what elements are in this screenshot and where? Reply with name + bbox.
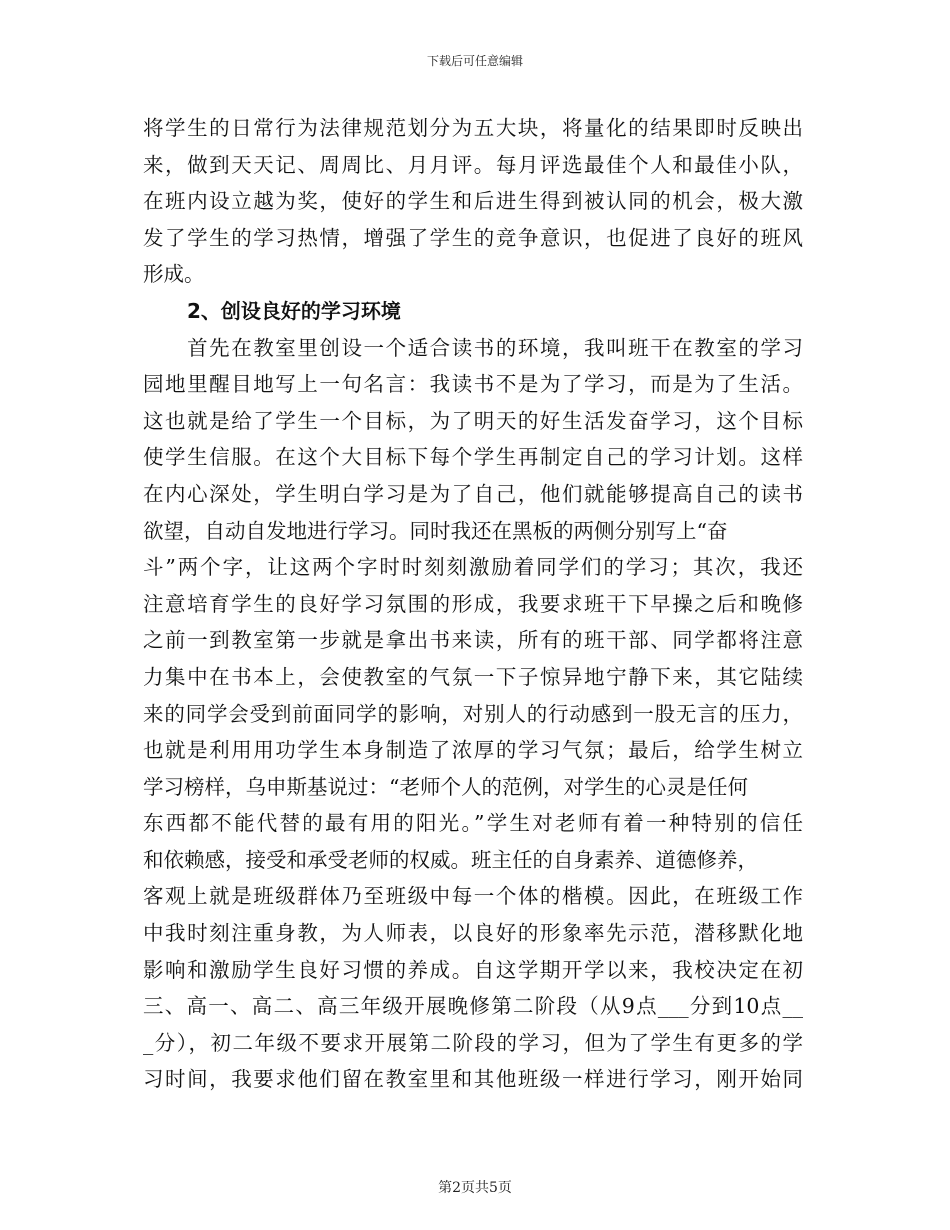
paragraph-line: 首先在教室里创设一个适合读书的环境，我叫班干在教室的学习: [143, 335, 803, 360]
body-text: [143, 110, 803, 1098]
paragraph-line: 来，做到天天记、周周比、月月评。每月评选最佳个人和最佳小队，: [143, 152, 803, 177]
paragraph-line: 园地里醒目地写上一句名言：我读书不是为了学习，而是为了生活。: [143, 372, 803, 397]
paragraph-line: 注意培育学生的良好学习氛围的形成，我要求班干下早操之后和晚修: [143, 591, 803, 616]
paragraph-line: 斗”两个字，让这两个字时时刻刻激励着同学们的学习；其次，我还: [143, 555, 803, 580]
paragraph-line: 形成。: [143, 262, 205, 287]
page-footer: 第2页共5页: [438, 1180, 512, 1196]
paragraph-line: 也就是利用用功学生本身制造了浓厚的学习气氛；最后，给学生树立: [143, 738, 803, 763]
paragraph-line: _分），初二年级不要求开展第二阶段的学习，但为了学生有更多的学: [143, 1030, 803, 1055]
paragraph-line: 之前一到教室第一步就是拿出书来读，所有的班干部、同学都将注意: [143, 628, 803, 653]
paragraph-line: 将学生的日常行为法律规范划分为五大块，将量化的结果即时反映出: [143, 116, 803, 140]
paragraph-line: 使学生信服。在这个大目标下每个学生再制定自己的学习计划。这样: [143, 445, 803, 470]
paragraph-line: 欲望，自动自发地进行学习。同时我还在黑板的两侧分别写上“奋: [143, 518, 728, 543]
paragraph-line: 和依赖感，接受和承受老师的权威。班主任的自身素养、道德修养，: [143, 847, 758, 872]
paragraph-line: 学习榜样，乌申斯基说过：“老师个人的范例，对学生的心灵是任何: [143, 774, 748, 799]
paragraph-line: 客观上就是班级群体乃至班级中每一个体的楷模。因此，在班级工作: [143, 884, 803, 909]
paragraph-line: 东西都不能代替的最有用的阳光。”学生对老师有着一种特别的信任: [143, 811, 803, 836]
paragraph-line: 在班内设立越为奖，使好的学生和后进生得到被认同的机会，极大激: [143, 189, 803, 214]
paragraph-line: 影响和激励学生良好习惯的养成。自这学期开学以来，我校决定在初: [143, 957, 803, 982]
paragraph-line: 在内心深处，学生明白学习是为了自己，他们就能够提高自己的读书: [143, 481, 803, 506]
paragraph-line: 习时间，我要求他们留在教室里和其他班级一样进行学习，刚开始同: [143, 1067, 803, 1092]
section-heading: 2、创设良好的学习环境: [187, 298, 401, 323]
paragraph-line: 中我时刻注重身教，为人师表，以良好的形象率先示范，潜移默化地: [143, 921, 803, 946]
paragraph-line: 发了学生的学习热情，增强了学生的竞争意识，也促进了良好的班风: [143, 225, 803, 250]
paragraph-line: 这也就是给了学生一个目标，为了明天的好生活发奋学习，这个目标: [143, 408, 803, 433]
paragraph-line: 力集中在书本上，会使教室的气氛一下子惊异地宁静下来，其它陆续: [143, 664, 803, 689]
paragraph-line: 三、高一、高二、高三年级开展晚修第二阶段（从9点___分到10点__: [143, 994, 803, 1019]
page-header: 下载后可任意编辑: [426, 54, 523, 68]
paragraph-line: 来的同学会受到前面同学的影响，对别人的行动感到一股无言的压力，: [143, 701, 803, 726]
